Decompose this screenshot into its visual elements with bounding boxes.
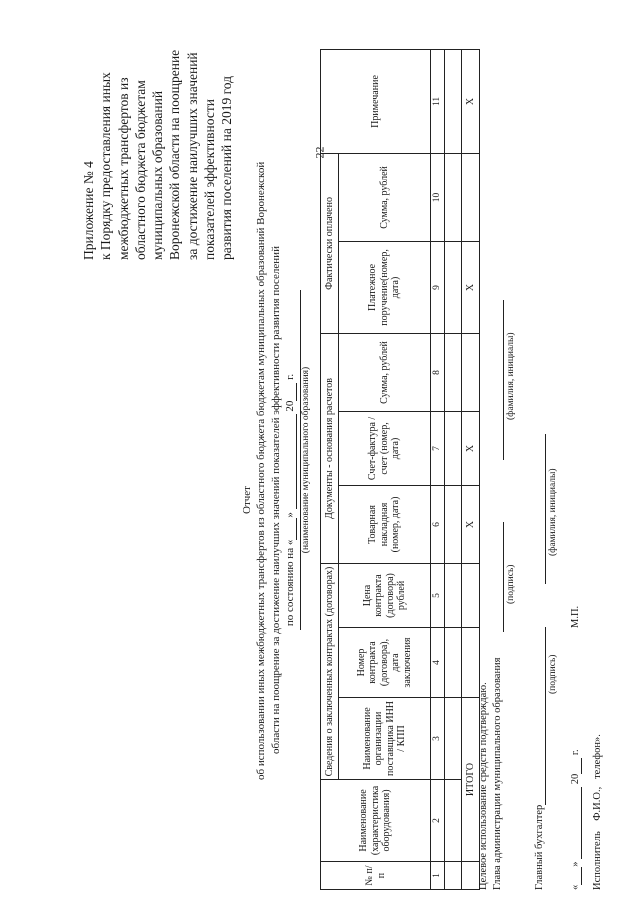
- appendix-line: к Порядку предоставления иных: [98, 72, 114, 260]
- rotated-report-page: [10, 10, 630, 890]
- footer-date-year: 20: [570, 773, 581, 785]
- date-month-blank: [296, 414, 297, 509]
- report-title-block: [240, 161, 297, 780]
- header-name: Наименование (характеристика оборудования): [321, 780, 431, 862]
- table-cell: [445, 241, 462, 333]
- table-cell: [462, 628, 480, 698]
- total-note-mark: Х: [462, 49, 480, 153]
- header-contract-no: Номер контракта (договора), дата заключения: [339, 628, 431, 698]
- executor-fio: Ф.И.О.,: [592, 786, 603, 821]
- column-number: 5: [431, 563, 445, 627]
- table-subheader-row: [339, 49, 431, 889]
- column-number: 3: [431, 698, 445, 780]
- appendix-line: показателей эффективности: [201, 99, 217, 260]
- total-label: ИТОГО: [462, 698, 480, 862]
- column-number: 9: [431, 241, 445, 333]
- header-docs-group: Документы - основания расчетов: [321, 333, 339, 563]
- footer-date-open: «: [570, 884, 581, 890]
- signature-line: [492, 522, 504, 632]
- initials-line: [534, 434, 546, 584]
- appendix-line: Воронежской области на поощрение: [167, 49, 183, 260]
- appendix-line: областного бюджета бюджетам: [132, 80, 148, 260]
- accountant-signature-label: (подпись): [548, 654, 558, 694]
- head-signature-row: [492, 657, 504, 890]
- footer-date-suffix: г.: [570, 749, 581, 756]
- table-cell: [445, 563, 462, 627]
- date-suffix: г.: [283, 373, 296, 380]
- table-cell: [445, 862, 462, 890]
- footer-date-day-blank: [570, 867, 582, 885]
- accountant-initials-label: (фамилия, инициалы): [548, 468, 558, 556]
- table-cell: [445, 153, 462, 241]
- footer-date-month-blank: [570, 787, 582, 859]
- table-cell: [445, 411, 462, 485]
- column-number-row: [431, 49, 445, 889]
- column-number: 10: [431, 153, 445, 241]
- report-date-line: [283, 220, 297, 780]
- table-cell: [445, 485, 462, 563]
- header-payment-order: Платежное поручение(номер, дата): [339, 241, 431, 333]
- header-contracts-group: Сведения о заключенных контрактах (договорах): [321, 563, 339, 779]
- date-year-blank: [296, 383, 297, 401]
- table-cell: [462, 333, 480, 411]
- footer-date-row: [570, 749, 582, 890]
- head-signature-line: [492, 522, 504, 632]
- head-initials-line: [492, 300, 504, 460]
- municipality-field: [300, 290, 312, 630]
- table-cell: [445, 698, 462, 780]
- footer-date-year-blank: [570, 758, 582, 774]
- column-number: 6: [431, 485, 445, 563]
- date-prefix: по состоянию на «: [283, 539, 296, 627]
- table-cell: [445, 333, 462, 411]
- appendix-line: Приложение № 4: [81, 161, 96, 260]
- column-number: 1: [431, 862, 445, 890]
- report-table: [320, 49, 480, 890]
- confirm-text: Целевое использование средств подтверждаю.: [478, 682, 489, 890]
- column-number: 8: [431, 333, 445, 411]
- table-header-row: [321, 49, 339, 889]
- column-number: 4: [431, 628, 445, 698]
- executor-label: Исполнитель: [592, 831, 603, 890]
- municipality-label: (наименование муниципального образования): [301, 366, 311, 554]
- header-note: Примечание: [321, 49, 431, 153]
- header-docs-sum: Сумма, рублей: [339, 333, 431, 411]
- report-title: Отчет: [241, 486, 253, 514]
- column-number: 2: [431, 780, 445, 862]
- header-waybill: Товарная накладная (номер, дата): [339, 485, 431, 563]
- header-num: № п/п: [321, 862, 431, 890]
- table-cell: [462, 153, 480, 241]
- head-initials-label: (фамилия, инициалы): [506, 332, 516, 420]
- head-label: Глава администрации муниципального образования: [492, 657, 503, 890]
- page-number: 22: [312, 146, 327, 159]
- header-price: Цена контракта (договора) рублей: [339, 563, 431, 627]
- table-cell: [445, 49, 462, 153]
- appendix-line: муниципальных образований: [150, 90, 166, 260]
- accountant-row: [534, 627, 546, 890]
- appendix-line: межбюджетных трансфертов из: [115, 77, 131, 260]
- date-quote-close: »: [283, 512, 296, 518]
- head-signature-label: (подпись): [506, 564, 516, 604]
- initials-line: [492, 300, 504, 460]
- appendix-line: за достижение наилучших значений: [184, 52, 200, 260]
- header-org: Наименование организации поставщика ИНН / КПП: [339, 698, 431, 780]
- total-payment-order-mark: Х: [462, 241, 480, 333]
- header-paid-group: Фактически оплачено: [321, 153, 339, 333]
- report-subtitle-line-2: области на поощрение за достижение наилучших значений показателей эффективности развития поселений: [269, 246, 282, 754]
- header-paid-sum: Сумма, рублей: [339, 153, 431, 241]
- column-number: 11: [431, 49, 445, 153]
- table-cell: [462, 563, 480, 627]
- footer-date-close: »: [570, 861, 581, 867]
- executor-row: [592, 734, 604, 890]
- total-invoice-mark: Х: [462, 411, 480, 485]
- table-cell: [445, 628, 462, 698]
- stamp-mark: М.П.: [570, 605, 581, 628]
- date-day-blank: [296, 518, 297, 540]
- date-year: 20: [283, 400, 296, 412]
- table-cell: [462, 862, 480, 890]
- table-cell: [445, 780, 462, 862]
- accountant-signature-line: [534, 627, 546, 805]
- total-row: [462, 49, 480, 889]
- accountant-label: Главный бухгалтер: [534, 804, 545, 890]
- accountant-initials-line: [534, 434, 546, 584]
- appendix-line: развития поселений на 2019 год: [219, 75, 235, 260]
- total-waybill-mark: Х: [462, 485, 480, 563]
- report-subtitle-line-1: об использовании иных межбюджетных трансфертов из областного бюджета бюджетам муниципальных образований Воронежской: [255, 161, 268, 780]
- table-row: [445, 49, 462, 889]
- appendix-header: [80, 20, 235, 260]
- executor-phone: телефон».: [592, 734, 603, 779]
- header-invoice: Счет-фактура / счет (номер, дата): [339, 411, 431, 485]
- column-number: 7: [431, 411, 445, 485]
